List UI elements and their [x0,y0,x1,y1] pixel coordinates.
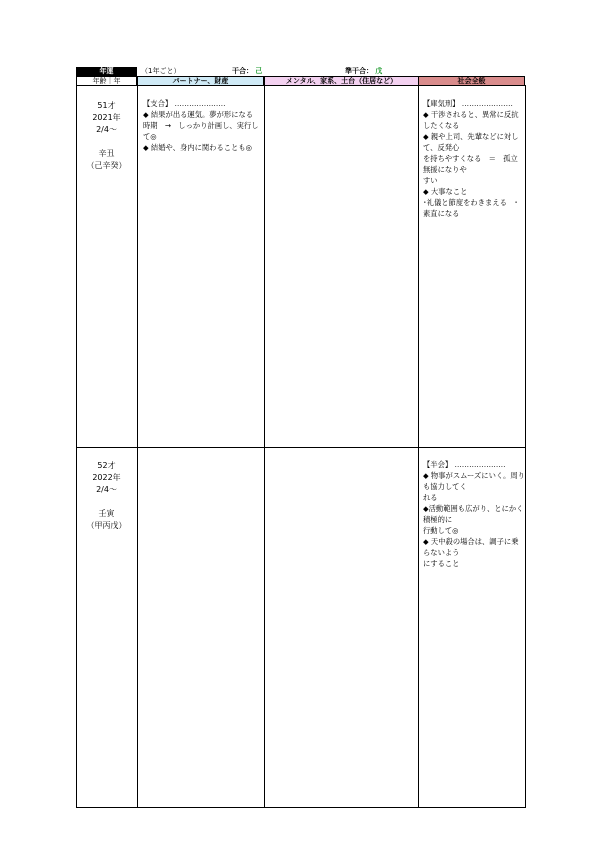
kango-label: 干合： [232,67,253,75]
row-2-year: 2022年 [92,473,121,482]
row-1-partner-line-4: て◎ [143,132,157,141]
row-1-age: 51才 [97,101,116,110]
jun-kango-label: 準干合： [345,67,373,75]
row-2-society-line-1: 【半会】 ………………… [423,460,506,469]
sheet-title: 年運 [76,67,137,76]
row-1-partner-line-1: 【支合】 ………………… [143,99,226,108]
grid-line-row-divider [76,447,526,448]
row-2-age: 52才 [97,461,116,470]
kango [232,67,262,76]
row-1-kanshi: 辛丑 [98,149,115,158]
row-1-zoukan: （己辛癸） [86,161,127,170]
row-1-society-line-7: ･礼儀と節度をわきまえる ･素直になる [423,198,518,218]
grid-line-header-bottom [76,85,526,86]
grid-line-table-bottom [76,807,526,808]
row-1-society-line-2: ◆ 干渉されると、異常に反抗したくなる [423,110,519,130]
row-1-age-cell [76,100,137,172]
grid-line-col1 [137,85,138,808]
jun-kango [345,67,382,76]
row-1-society-line-4: を持ちやすくなる ＝ 孤立無援になりや [423,154,518,174]
grid-line-col2 [264,85,265,808]
row-2-society-line-6: ◆ 天中殺の場合は、調子に乗らないよう [423,537,519,557]
row-1-society-line-5: すい [423,176,438,185]
row-2-age-cell [76,460,137,532]
row-2-society-line-2: ◆ 物事がスムーズにいく。周りも協力してく [423,471,525,491]
row-1-society-line-6: ◆ 大事なこと [423,187,468,196]
row-2-society-line-5: 行動して◎ [423,526,459,535]
row-1-society-cell [423,98,525,219]
row-2-society-line-3: れる [423,493,438,502]
row-1-spacer [76,136,137,148]
column-header-mental: メンタル、家系、土台（住居など） [264,76,419,85]
row-1-date: 2/4～ [96,125,117,134]
row-2-kanshi: 壬寅 [98,509,115,518]
row-1-partner-line-3: 時期 → しっかり計画し、実行し [143,121,259,130]
row-1-year: 2021年 [92,113,121,122]
row-2-society-line-4: ◆活動範囲も広がり、とにかく積極的に [423,504,524,524]
column-header-society: 社会全般 [418,76,525,85]
row-1-partner-cell [143,98,263,153]
row-1-partner-line-5: ◆ 結婚や、身内に関わることも◎ [143,143,253,152]
row-1-society-line-3: ◆ 親や上司、先輩などに対して、反発心 [423,132,519,152]
jun-kango-value: 戊 [375,67,383,75]
row-1-society-line-1: 【庫気刑】 ………………… [423,99,513,108]
row-2-spacer [76,496,137,508]
period-note: （1年ごと） [141,67,181,75]
row-2-zoukan: （甲丙戊） [86,521,127,530]
row-2-date: 2/4～ [96,485,117,494]
column-header-age-year: 年齢｜年 [76,76,137,85]
row-2-society-line-7: にすること [423,559,460,568]
grid-line-left [76,85,77,808]
column-header-partner: パートナー、財産 [137,76,264,85]
row-2-society-cell [423,459,525,569]
grid-line-col3 [418,85,419,808]
row-1-partner-line-2: ◆ 結果が出る運気。夢が形になる [143,110,254,119]
grid-line-right [525,85,526,808]
kango-value: 己 [255,67,263,75]
